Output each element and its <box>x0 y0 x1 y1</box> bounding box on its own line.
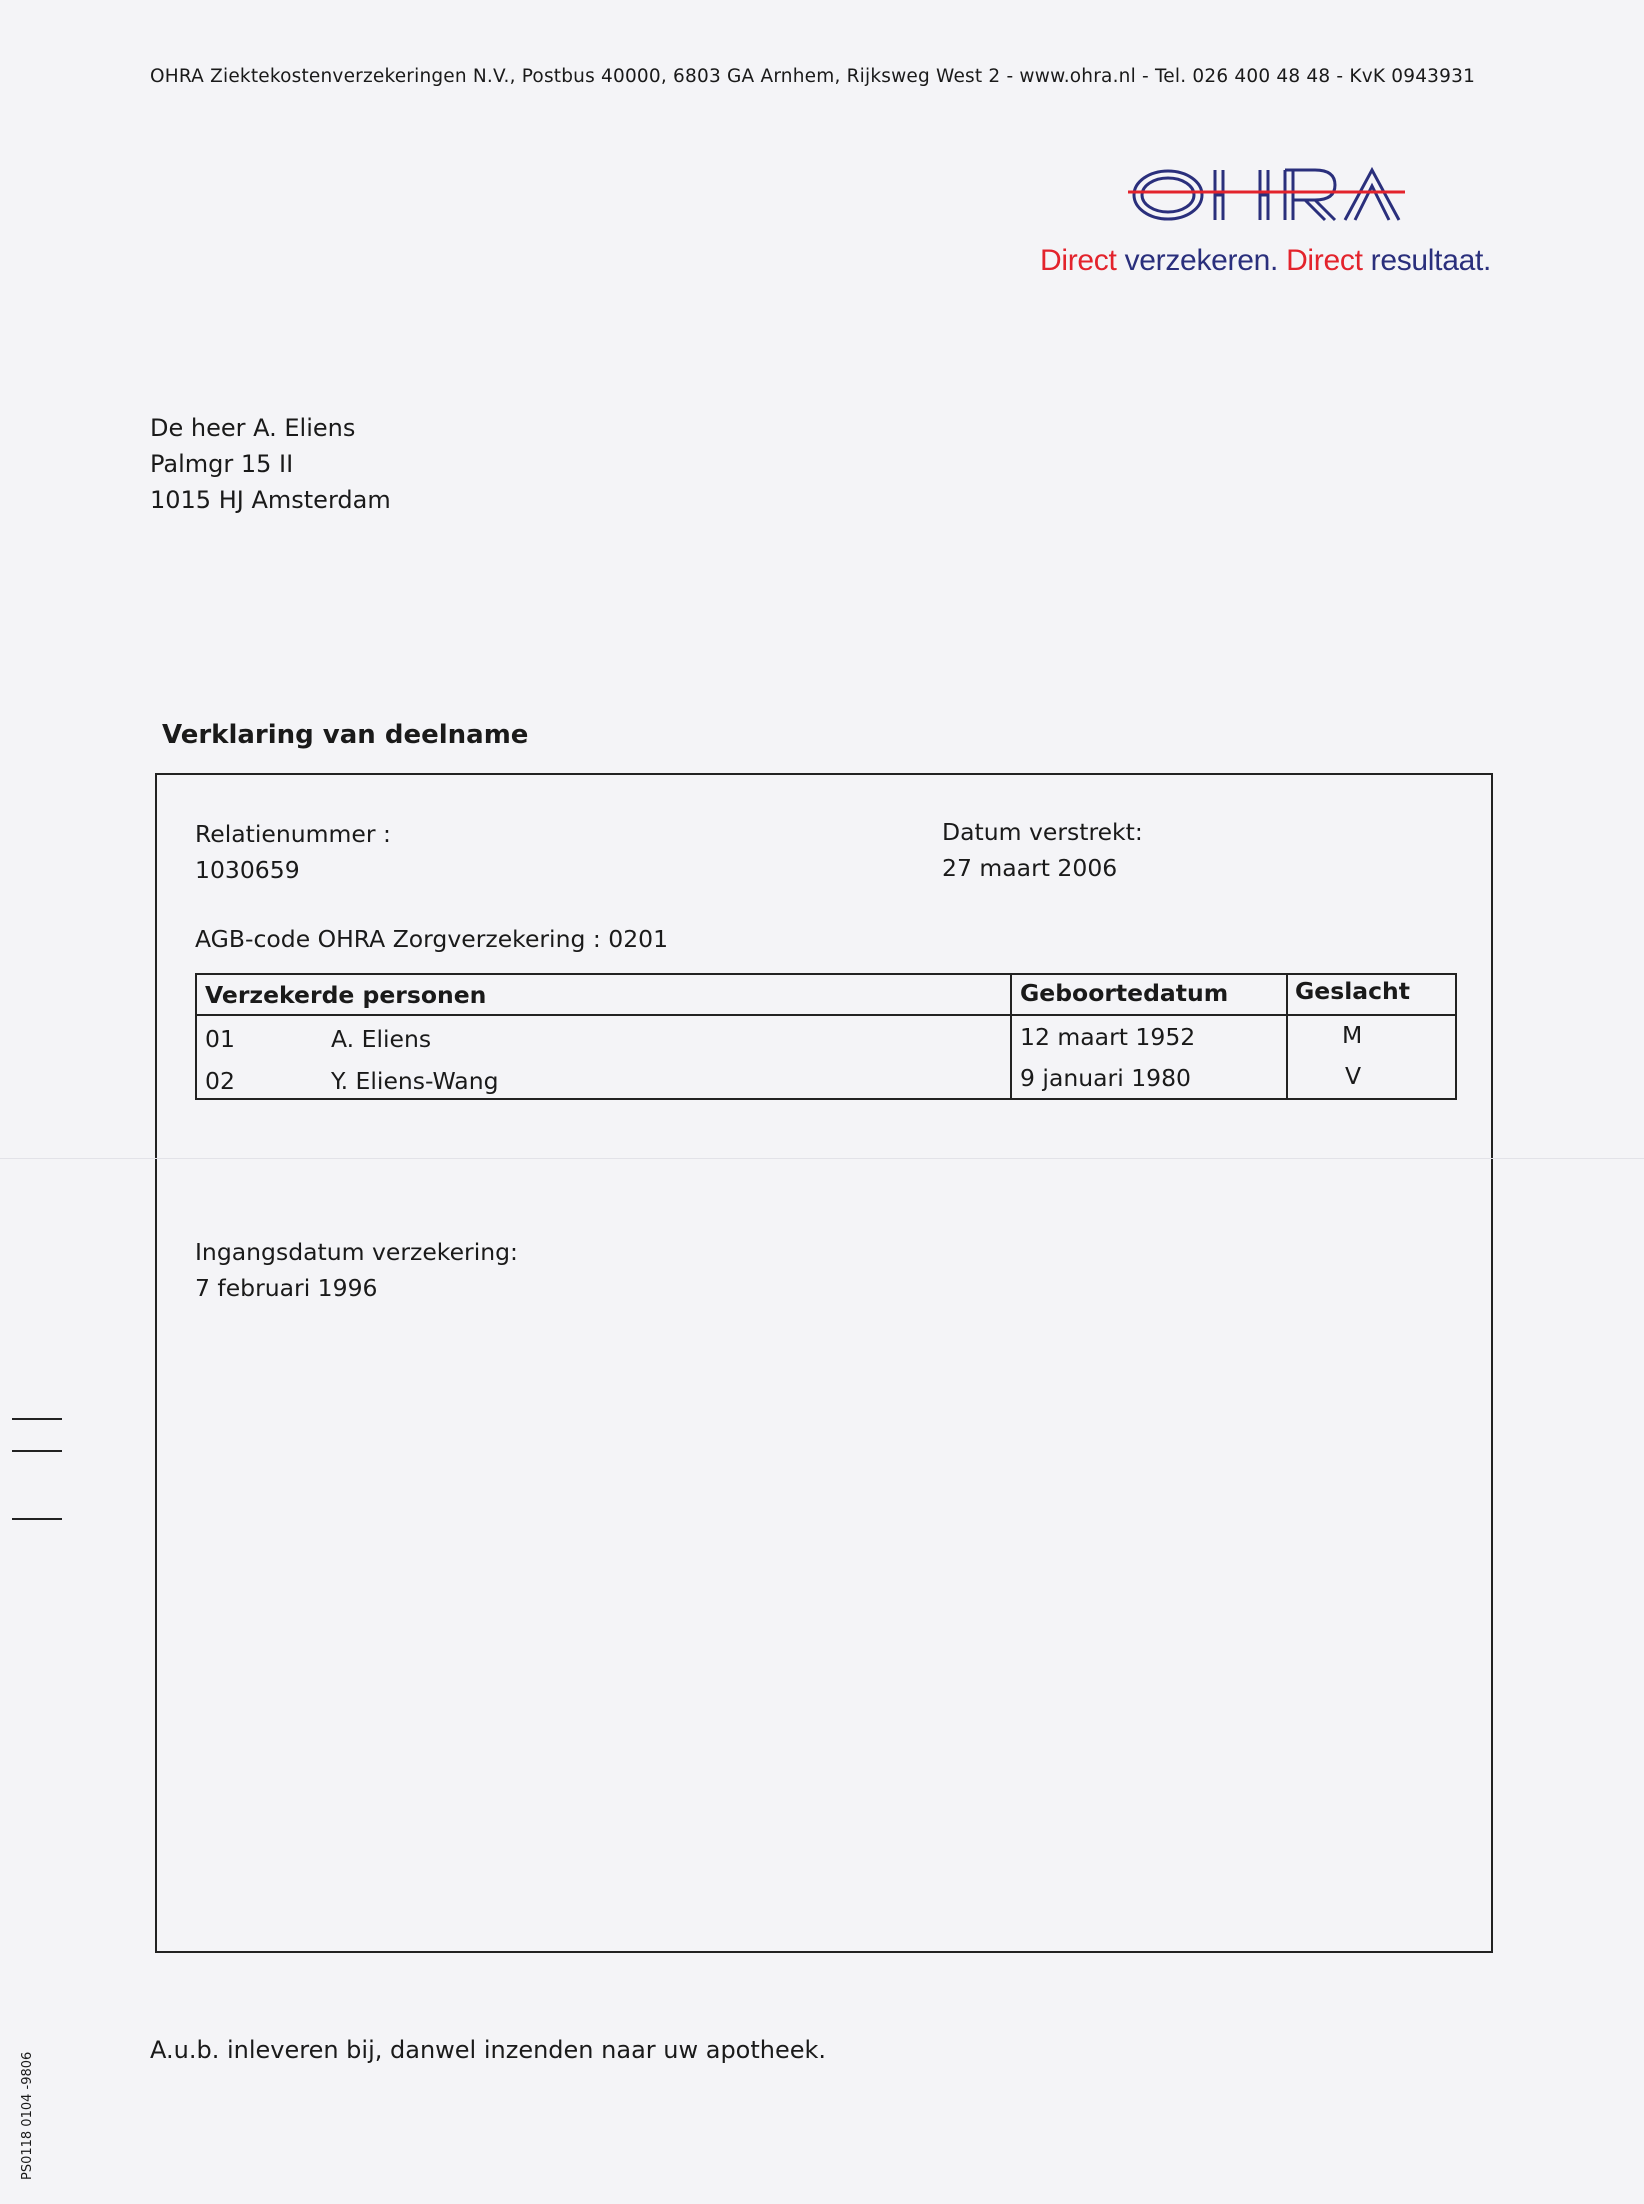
row-2-birthdate: 9 januari 1980 <box>1020 1064 1192 1092</box>
table-column-divider <box>1286 975 1288 1098</box>
tagline-part-4: resultaat. <box>1362 244 1492 277</box>
recipient-address <box>150 410 391 518</box>
recipient-name: De heer A. Eliens <box>150 414 356 442</box>
margin-mark <box>12 1518 62 1520</box>
company-address-line: OHRA Ziektekostenverzekeringen N.V., Postbus 40000, 6803 GA Arnhem, Rijksweg West 2 - www.ohra.nl - Tel. 026 400 48 48 - KvK 0943931 <box>150 66 1476 87</box>
form-code: PS0118 0104 -9806 <box>20 2051 35 2180</box>
tagline-part-1: Direct <box>1040 244 1117 277</box>
row-2-name: Y. Eliens-Wang <box>331 1067 499 1095</box>
recipient-street: Palmgr 15 II <box>150 450 294 478</box>
relation-number-label: Relatienummer : <box>195 820 391 848</box>
document-title: Verklaring van deelname <box>162 720 529 750</box>
row-1-gender: M <box>1342 1021 1363 1049</box>
footer-instruction: A.u.b. inleveren bij, danwel inzenden naar uw apotheek. <box>150 2036 827 2064</box>
header-insured-persons: Verzekerde personen <box>205 981 487 1009</box>
insured-persons-table <box>195 973 1457 1100</box>
margin-mark <box>12 1418 62 1420</box>
row-2-number: 02 <box>205 1067 235 1095</box>
ohra-logo <box>1120 150 1420 250</box>
tagline-part-3: Direct <box>1278 244 1363 277</box>
issue-date-value: 27 maart 2006 <box>942 854 1118 882</box>
row-1-number: 01 <box>205 1025 235 1053</box>
start-date-value: 7 februari 1996 <box>195 1274 378 1302</box>
issue-date-label: Datum verstrekt: <box>942 818 1143 846</box>
header-gender: Geslacht <box>1295 977 1411 1005</box>
margin-mark <box>12 1450 62 1452</box>
paper-fold-line <box>0 1158 1644 1159</box>
header-birthdate: Geboortedatum <box>1020 979 1229 1007</box>
agb-code: AGB-code OHRA Zorgverzekering : 0201 <box>195 925 669 953</box>
relation-number-value: 1030659 <box>195 856 300 884</box>
tagline-part-2: verzekeren. <box>1116 244 1279 277</box>
recipient-city: 1015 HJ Amsterdam <box>150 486 391 514</box>
brand-tagline <box>1040 244 1491 278</box>
start-date-label: Ingangsdatum verzekering: <box>195 1238 518 1266</box>
row-1-birthdate: 12 maart 1952 <box>1020 1023 1196 1051</box>
row-2-gender: V <box>1345 1062 1362 1090</box>
table-header-divider <box>197 1014 1455 1016</box>
row-1-name: A. Eliens <box>331 1025 432 1053</box>
table-column-divider <box>1010 975 1012 1098</box>
